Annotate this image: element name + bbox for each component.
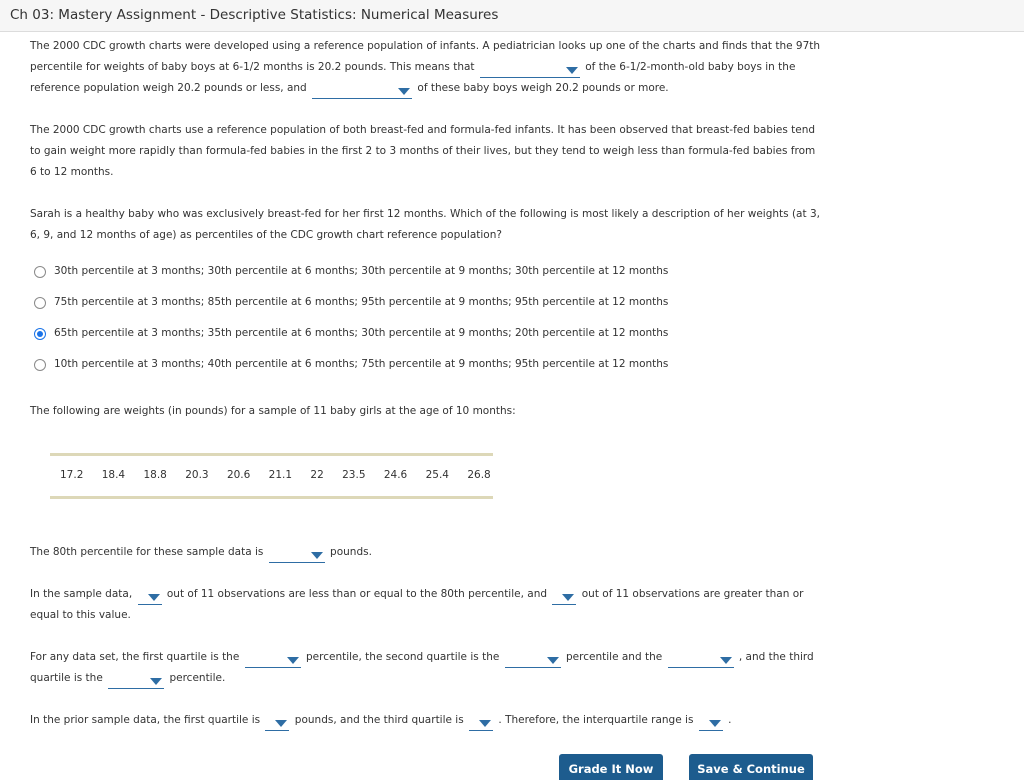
q4-text-c: out of 11 observations are greater than or	[581, 588, 804, 600]
q3-dropdown[interactable]	[269, 547, 325, 563]
q6-dropdown-3[interactable]	[699, 715, 723, 731]
q5-text-b: percentile, the second quartile is the	[306, 651, 500, 663]
radio-option-label: 75th percentile at 3 months; 85th percentile at 6 months; 95th percentile at 9 months; 95th percentile at 12 months	[54, 296, 669, 308]
weights-table	[50, 453, 493, 499]
q1-text-3b: of these baby boys weigh 20.2 pounds or more.	[417, 82, 669, 94]
weight-value: 17.2	[60, 469, 84, 481]
weight-value: 23.5	[342, 469, 366, 481]
q4-dropdown-2[interactable]	[552, 589, 576, 605]
q5-text-c: percentile and the	[566, 651, 663, 663]
radio-button[interactable]	[34, 297, 46, 309]
q5-dropdown-4[interactable]	[108, 673, 164, 689]
radio-button[interactable]	[34, 266, 46, 278]
radio-option-label: 10th percentile at 3 months; 40th percentile at 6 months; 75th percentile at 9 months; 95th percentile at 12 months	[54, 358, 669, 370]
q5-text-d: , and the third	[738, 651, 814, 663]
chevron-down-icon	[547, 657, 559, 664]
q5-text-a: For any data set, the first quartile is the	[30, 651, 240, 663]
weight-value: 24.6	[383, 469, 408, 481]
chevron-down-icon	[709, 720, 721, 727]
q4-text-b: out of 11 observations are less than or equal to the 80th percentile, and	[166, 588, 548, 600]
weight-value: 20.6	[226, 469, 251, 481]
question-6	[30, 710, 830, 731]
q3-text-after: pounds.	[330, 546, 372, 558]
p2-line-3: 6 to 12 months.	[30, 166, 114, 178]
q1-text-2a: percentile for weights of baby boys at 6-1/2 months is 20.2 pounds. This means that	[30, 61, 475, 73]
q1-line-2	[30, 57, 830, 78]
q5-text-e: quartile is the	[30, 672, 103, 684]
question-3	[30, 542, 830, 563]
chevron-down-icon	[566, 67, 578, 74]
question-4	[30, 584, 830, 626]
q6-text-c: . Therefore, the interquartile range is	[498, 714, 694, 726]
q5-line-2	[30, 668, 830, 689]
chevron-down-icon	[150, 678, 162, 685]
title-bar	[0, 0, 1024, 32]
q1-dropdown-2[interactable]	[312, 83, 412, 99]
q5-dropdown-2[interactable]	[505, 652, 561, 668]
q1-line-1: The 2000 CDC growth charts were developed using a reference population of infants. A pediatrician looks up one of the charts and finds that the 97th	[30, 40, 821, 52]
chevron-down-icon	[287, 657, 299, 664]
q5-line-1	[30, 647, 830, 668]
question-2	[30, 204, 830, 246]
q6-dropdown-2[interactable]	[469, 715, 493, 731]
weight-value: 18.8	[143, 469, 167, 481]
q6-line	[30, 710, 830, 731]
chevron-down-icon	[562, 594, 574, 601]
q3-text-before: The 80th percentile for these sample data is	[30, 546, 264, 558]
q3-line	[30, 542, 830, 563]
q4-text-a: In the sample data,	[30, 588, 133, 600]
weight-value: 21.1	[268, 469, 293, 481]
q1-text-2b: of the 6-1/2-month-old baby boys in the	[585, 61, 796, 73]
save-continue-button[interactable]: Save & Continue	[689, 754, 813, 780]
q6-text-d: .	[728, 714, 732, 726]
context-paragraph	[30, 120, 830, 183]
data-intro-text: The following are weights (in pounds) for a sample of 11 baby girls at the age of 10 months:	[30, 405, 516, 417]
data-intro	[30, 401, 830, 422]
q4-line-2: equal to this value.	[30, 609, 131, 621]
assignment-title: Ch 03: Mastery Assignment - Descriptive Statistics: Numerical Measures	[10, 7, 499, 23]
q1-dropdown-1[interactable]	[480, 62, 580, 78]
grade-it-now-button[interactable]: Grade It Now	[559, 754, 663, 780]
radio-button[interactable]	[34, 359, 46, 371]
q6-text-a: In the prior sample data, the first quartile is	[30, 714, 261, 726]
question-5	[30, 647, 830, 689]
q4-dropdown-1[interactable]	[138, 589, 162, 605]
q1-text-3a: reference population weigh 20.2 pounds or less, and	[30, 82, 307, 94]
weight-value: 26.8	[467, 469, 491, 481]
q1-line-3	[30, 78, 830, 99]
q5-text-f: percentile.	[169, 672, 226, 684]
weights-values	[60, 469, 506, 481]
chevron-down-icon	[720, 657, 732, 664]
chevron-down-icon	[398, 88, 410, 95]
q5-dropdown-1[interactable]	[245, 652, 301, 668]
p2-line-2: to gain weight more rapidly than formula-fed babies in the first 2 to 3 months of their lives, but they tend to weigh less than formula-fed babies from	[30, 145, 816, 157]
question-1	[30, 36, 830, 99]
p2-line-1: The 2000 CDC growth charts use a reference population of both breast-fed and formula-fed infants. It has been observed that breast-fed babies tend	[30, 124, 816, 136]
q2-line-1: Sarah is a healthy baby who was exclusively breast-fed for her first 12 months. Which of the following is most likely a description of her weights (at 3,	[30, 208, 820, 220]
chevron-down-icon	[148, 594, 160, 601]
radio-option-label: 65th percentile at 3 months; 35th percentile at 6 months; 30th percentile at 9 months; 20th percentile at 12 months	[54, 327, 669, 339]
weight-value: 22	[310, 469, 324, 481]
chevron-down-icon	[479, 720, 491, 727]
q5-dropdown-3[interactable]	[668, 652, 734, 668]
radio-button-selected[interactable]	[34, 328, 46, 340]
q4-line-1	[30, 584, 830, 605]
q6-text-b: pounds, and the third quartile is	[294, 714, 464, 726]
chevron-down-icon	[311, 552, 323, 559]
weight-value: 18.4	[101, 469, 126, 481]
weight-value: 20.3	[185, 469, 209, 481]
radio-option-label: 30th percentile at 3 months; 30th percentile at 6 months; 30th percentile at 9 months; 30th percentile at 12 months	[54, 265, 669, 277]
q2-line-2: 6, 9, and 12 months of age) as percentiles of the CDC growth chart reference population?	[30, 229, 502, 241]
q6-dropdown-1[interactable]	[265, 715, 289, 731]
chevron-down-icon	[275, 720, 287, 727]
weight-value: 25.4	[425, 469, 449, 481]
